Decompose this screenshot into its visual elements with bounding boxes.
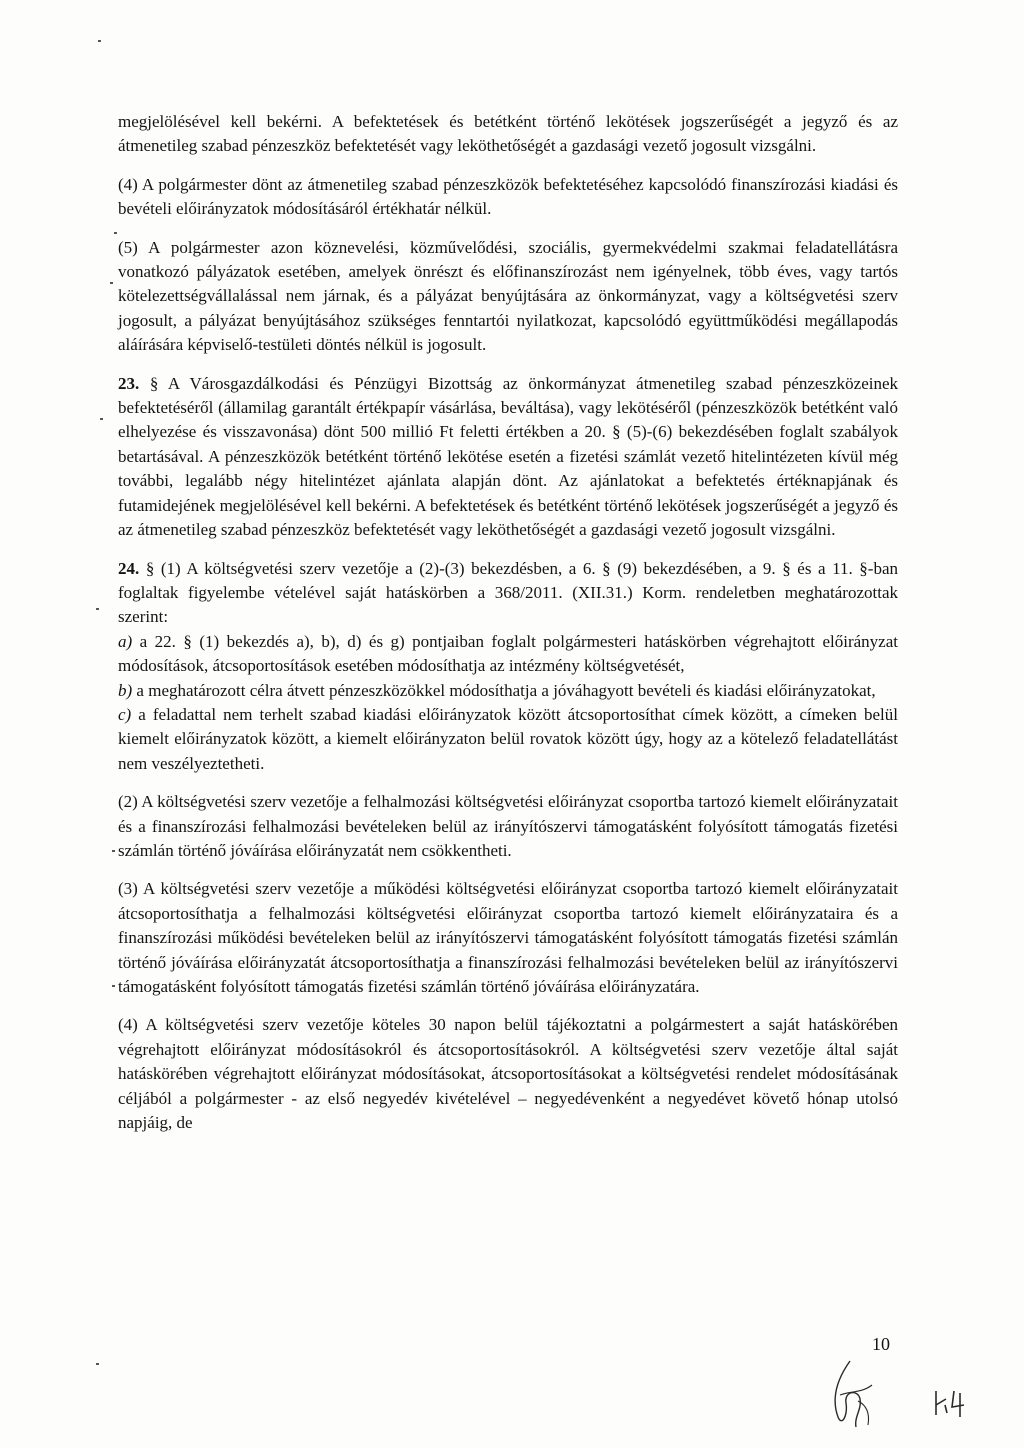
handwritten-annotation-icon [932,1385,972,1419]
list-item-label: c) [118,704,132,724]
section-23-number: 23. [118,373,140,393]
list-item-text: a meghatározott célra átvett pénzeszközökkel módosíthatja a jóváhagyott bevételi és kiadási előirányzatokat, [136,680,876,700]
section-24-1 [118,557,898,777]
paragraph-continuation: megjelölésével kell bekérni. A befektetések és betétként történő lekötések jogszerűségét a jegyző és az átmenetileg szabad pénzeszköz befektetését vagy leköthetőségét a gazdasági vezető jogosult vizsgálni. [118,112,898,156]
scan-speck [96,608,99,610]
list-item-text: a 22. § (1) bekezdés a), b), d) és g) pontjaiban foglalt polgármesteri hatáskörben végrehajtott előirányzat módosítások, átcsoportosítások esetében módosíthatja az intézmény költségvetését, [118,631,898,676]
paragraph-22-5: (5) A polgármester azon köznevelési, közművelődési, szociális, gyermekvédelmi szakmai feladatellátásra vonatkozó pályázatok esetében, amelyek önrészt és előfinanszírozást nem igényelnek, több éves, vagy tartós kötelezettségvállalással nem járnak, és a pályázat benyújtására az önkormányzat, vagy a költségvetési szerv jogosult, a pályázat benyújtásához szükséges fenntartói nyilatkozat, kapcsolódó együttműködési megállapodás aláírására képviselő-testületi döntés nélkül is jogosult. [118,237,898,355]
handwritten-page-annotation [932,1385,972,1419]
list-item-label: a) [118,631,133,651]
section-23-text: § A Városgazdálkodási és Pénzügyi Bizottság az önkormányzat átmenetileg szabad pénzeszközeinek befektetéséről (államilag garantált értékpapír vásárlása, beváltása), vagy lekötéséről (pénzeszközök betétként való elhelyezése és visszavonása) dönt 500 millió Ft feletti értékben a 20. § (5)-(6) bekezdésében foglalt szabályok betartásával. A pénzeszközök betétként történő lekötése esetén a fizetési számlát vezető hitelintézeten kívül még további, legalább négy hitelintézet ajánlata alapján dönt. Az ajánlatokat a befektetés értéknapjának és futamidejének megjelölésével kell bekérni. A befektetések és betétként történő lekötések jogszerűségét a jegyző és az átmenetileg szabad pénzeszköz befektetését vagy leköthetőségét a gazdasági vezető jogosult vizsgálni. [118,373,899,540]
paragraph-22-4: (4) A polgármester dönt az átmenetileg szabad pénzeszközök befektetéséhez kapcsolódó finanszírozási kiadási és bevételi előirányzatok módosításáról értékhatár nélkül. [118,174,898,219]
section-24-intro [118,557,898,630]
section-23 [118,372,898,543]
scan-speck [112,985,115,987]
signature-icon [810,1355,890,1435]
section-24-number: 24. [118,558,140,578]
section-24-intro-text: § (1) A költségvetési szerv vezetője a (2)-(3) bekezdésben, a 6. § (9) bekezdésében, a 9. § és a 11. §-ban foglaltak figyelembe vételével saját hatáskörben a 368/2011. (XII.31.) Korm. rendeletben meghatározottak szerint: [118,558,898,627]
paragraph-24-4: (4) A költségvetési szerv vezetője köteles 30 napon belül tájékoztatni a polgármestert a saját hatáskörében végrehajtott előirányzat módosításokról és átcsoportosításokról. A költségvetési szerv vezetője által saját hatáskörében végrehajtott előirányzat módosításokat, átcsoportosításokat a költségvetési rendelet módosításának céljából a polgármester - az első negyedév kivételével – negyedévenként a negyedévet követő hónap utolsó napjáig, de [118,1015,898,1133]
page-number: 10 [872,1334,890,1354]
scan-speck [112,850,115,852]
list-item-b [118,679,898,703]
paragraph-24-3: (3) A költségvetési szerv vezetője a működési költségvetési előirányzat csoportba tartozó kiemelt előirányzatait átcsoportosíthatja a felhalmozási költségvetési előirányzat csoportba tartozó kiemelt előirányzataira és a finanszírozási működési bevételeken belül az irányítószervi támogatásként folyósított támogatás fizetési számlán történő jóváírása előirányzatát átcsoportosíthatja a finanszírozási felhalmozási bevételeken belül az irányítószervi támogatásként folyósított támogatás fizetési számlán történő jóváírása előirányzatára. [118,879,898,996]
scan-speck [98,40,101,42]
scan-speck [100,418,103,420]
scan-speck [96,1363,99,1365]
scan-speck [110,282,113,284]
list-item-text: a feladattal nem terhelt szabad kiadási előirányzatok között átcsoportosíthat címek között, a címeken belül kiemelt előirányzatok között, a kiemelt előirányzaton belül rovatok között úgy, hogy az a kötelező feladatellátást nem veszélyeztetheti. [118,704,898,773]
list-item-a [118,630,898,679]
document-body [118,110,898,1149]
paragraph-24-2: (2) A költségvetési szerv vezetője a felhalmozási költségvetési előirányzat csoportba tartozó kiemelt előirányzatait és a finanszírozási felhalmozási bevételeken belül az irányítószervi támogatásként folyósított támogatás fizetési számlán történő jóváírása előirányzatát nem csökkentheti. [118,792,898,860]
scan-speck [114,232,117,234]
list-item-label: b) [118,680,133,700]
list-item-c [118,703,898,776]
